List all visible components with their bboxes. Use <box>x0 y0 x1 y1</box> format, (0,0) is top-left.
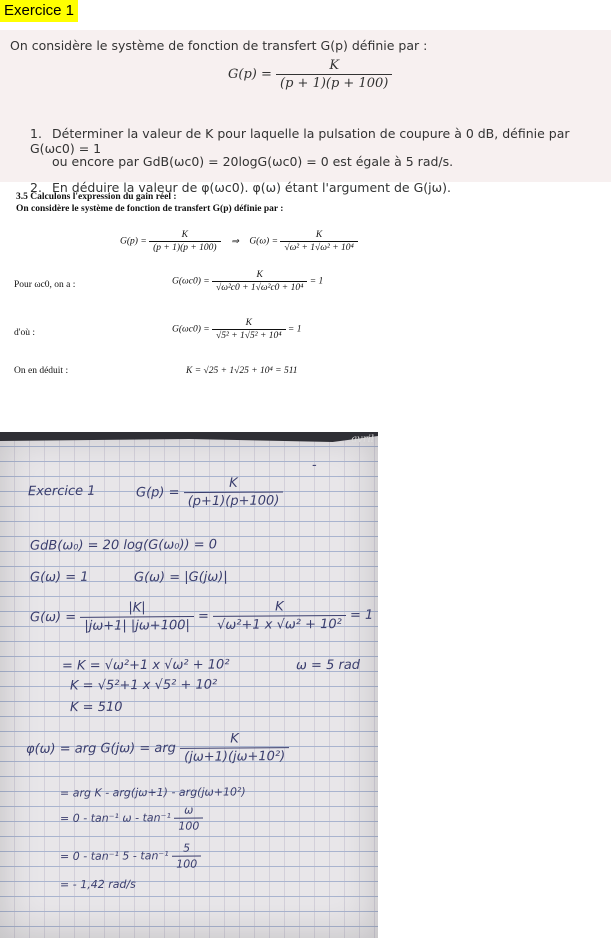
hw-fraction-10 <box>174 804 203 833</box>
question-1-number: 1. <box>30 126 42 141</box>
label-deduit: On en déduit : <box>14 366 69 376</box>
eq1-denominator: (p + 1)(p + 100) <box>149 241 220 253</box>
question-1-line-1: Déterminer la valeur de K pour laquelle la pulsation de coupure à 0 dB, définie par G(ωc0) = 1 <box>30 126 570 156</box>
hw-l11-den: 100 <box>172 856 201 871</box>
hw-l11-num: 5 <box>183 841 191 855</box>
eq1-lhs: G(p) = <box>120 236 147 247</box>
eq2-denominator: √ω²c0 + 1√ω²c0 + 10⁴ <box>212 281 307 293</box>
eq1-rhs-denominator: √ω² + 1√ω² + 10⁴ <box>280 241 357 253</box>
equation-fraction <box>276 58 392 91</box>
handwritten-notebook-photo <box>0 432 378 938</box>
eq2-lhs: G(ωc0) = <box>172 276 210 287</box>
hw-fraction-1 <box>184 475 284 509</box>
hw-fraction-4a <box>80 600 194 634</box>
solution-eq-3 <box>172 318 301 341</box>
question-1 <box>30 126 611 156</box>
hw-l4-den1: |jω+1| |jω+100| <box>80 616 194 634</box>
equation-denominator: (p + 1)(p + 100) <box>276 74 392 91</box>
hw-l4-den2: √ω²+1 x √ω² + 10² <box>213 615 346 633</box>
hw-num-1: K <box>229 475 238 491</box>
hw-line-4 <box>30 599 373 634</box>
solution-eq-2 <box>172 270 323 293</box>
statement-intro: On considère le système de fonction de transfert G(p) définie par : <box>10 38 428 53</box>
hw-mark: - <box>311 457 317 474</box>
hw-l4-num2: K <box>275 599 284 615</box>
solution-eq-4: K = √25 + 1√25 + 10⁴ = 511 <box>186 366 298 376</box>
hw-l10-den: 100 <box>174 817 203 832</box>
page-edge <box>0 432 378 442</box>
eq3-denominator: √5² + 1√5² + 10⁴ <box>212 329 286 341</box>
hw-line-1 <box>136 475 284 509</box>
hw-line-6: K = √5²+1 x √5² + 10² <box>69 677 218 694</box>
hw-l4-lhs: G(ω) = <box>29 609 77 626</box>
hw-l10-lhs: = 0 - tan⁻¹ ω - tan⁻¹ <box>59 811 171 826</box>
question-1-line-2: ou encore par GdB(ωc0) = 20logG(ωc0) = 0 est égale à 5 rad/s. <box>52 154 454 169</box>
hw-line-8 <box>26 731 289 766</box>
equation-lhs: G(p) = <box>228 67 272 82</box>
hw-fraction-8 <box>180 731 289 765</box>
hw-fraction-4b <box>213 599 346 633</box>
eq3-fraction <box>212 318 286 341</box>
eq1-rhs-fraction <box>280 230 357 253</box>
hw-l4-eq: = <box>197 608 209 625</box>
eq1-numerator: K <box>181 230 189 240</box>
hw-fraction-11 <box>172 842 201 871</box>
exercise-statement <box>0 30 611 195</box>
solution-intro: On considère le système de fonction de transfert G(p) définie par : <box>16 204 284 214</box>
hw-l10-num: ω <box>184 803 194 817</box>
hw-den-1: (p+1)(p+100) <box>184 491 284 509</box>
eq2-numerator: K <box>256 270 263 280</box>
hw-l4-end: = 1 <box>349 607 374 623</box>
hw-line-10 <box>60 804 204 834</box>
equation-numerator: K <box>329 58 340 73</box>
hw-l11-lhs: = 0 - tan⁻¹ 5 - tan⁻¹ <box>59 849 169 863</box>
hw-line-11 <box>60 842 201 872</box>
eq1-rhs-lhs: G(ω) = <box>249 236 278 247</box>
hw-line-2: GdB(ω₀) = 20 log(G(ω₀)) = 0 <box>29 537 218 554</box>
hw-l8-den: (jω+1)(jω+10²) <box>180 747 289 765</box>
eq1-fraction <box>149 230 220 253</box>
transfer-function-equation <box>228 58 392 91</box>
hw-line-7: K = 510 <box>69 699 123 716</box>
hw-line-9: = arg K - arg(jω+1) - arg(jω+10²) <box>59 785 246 800</box>
eq3-lhs: G(ωc0) = <box>172 324 210 335</box>
hw-line-5b: ω = 5 rad <box>295 657 361 674</box>
label-pour: Pour ωc0, on a : <box>14 280 76 290</box>
hw-l4-num1: |K| <box>128 600 146 616</box>
hw-line-12: = - 1,42 rad/s <box>59 877 136 892</box>
eq2-fraction <box>212 270 307 293</box>
question-2-number: 2. <box>30 180 42 195</box>
implies-arrow: ⇒ <box>230 236 239 247</box>
hw-line-3a: G(ω) = 1 <box>29 569 89 586</box>
page-corner-text: avril <box>351 434 374 445</box>
solution-eq-1 <box>120 230 358 253</box>
label-dou: d'où : <box>14 328 35 338</box>
solution-section-title: 3.5 Calculons l'expression du gain réel : <box>16 192 177 202</box>
eq3-rhs: = 1 <box>287 324 302 335</box>
eq1-rhs-numerator: K <box>315 230 323 240</box>
hw-l8-num: K <box>230 731 239 747</box>
eq2-rhs: = 1 <box>309 276 324 287</box>
hw-gp: G(p) = <box>135 485 180 501</box>
printed-solution <box>0 186 611 396</box>
hw-line-3b: G(ω) = |G(jω)| <box>133 569 228 586</box>
hw-line-5: = K = √ω²+1 x √ω² + 10² <box>61 657 230 674</box>
question-2-line: En déduire la valeur de φ(ωc0). φ(ω) étant l'argument de G(jω). <box>52 180 451 195</box>
hw-exercise-label: Exercice 1 <box>27 483 96 500</box>
hw-l8-lhs: φ(ω) = arg G(jω) = arg <box>25 740 176 757</box>
exercise-title: Exercice 1 <box>0 0 78 22</box>
eq3-numerator: K <box>245 318 252 328</box>
